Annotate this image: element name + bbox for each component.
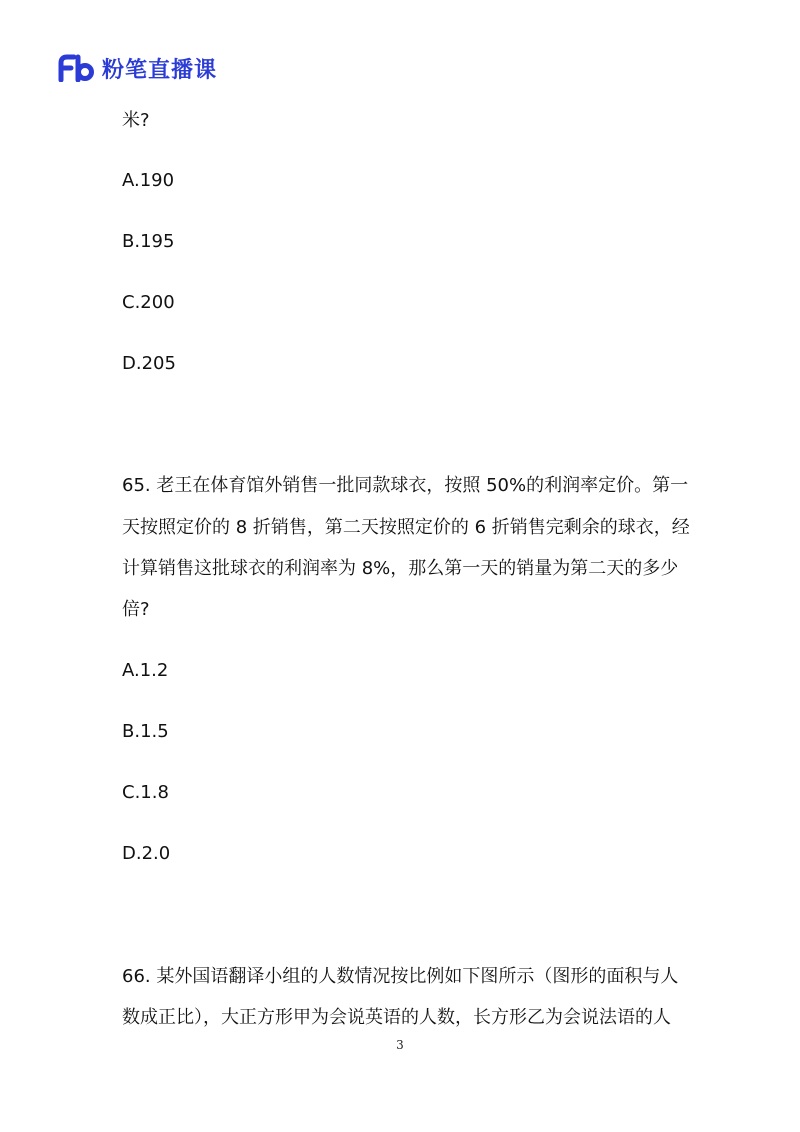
q65-option-d: D.2.0 xyxy=(122,843,171,864)
q64-option-a: A.190 xyxy=(122,170,175,191)
question-66-line-2: 数成正比），大正方形甲为会说英语的人数，长方形乙为会说法语的人 xyxy=(122,1007,671,1028)
question-64-tail: 米? xyxy=(122,110,150,131)
brand-name: 粉笔直播课 xyxy=(102,57,218,83)
brand-logo xyxy=(58,52,217,84)
q65-option-c: C.1.8 xyxy=(122,782,169,803)
fb-logo-icon xyxy=(58,54,94,82)
page-number: 3 xyxy=(396,1038,404,1052)
question-65-line-1: 65. 老王在体育馆外销售一批同款球衣，按照 50%的利润率定价。第一 xyxy=(122,475,689,496)
question-65-line-4: 倍? xyxy=(122,599,150,620)
question-66-line-1: 66. 某外国语翻译小组的人数情况按比例如下图所示（图形的面积与人 xyxy=(122,966,679,987)
question-65-line-2: 天按照定价的 8 折销售，第二天按照定价的 6 折销售完剩余的球衣，经 xyxy=(122,517,690,538)
q64-option-c: C.200 xyxy=(122,292,175,313)
q65-option-b: B.1.5 xyxy=(122,721,169,742)
question-65-line-3: 计算销售这批球衣的利润率为 8%，那么第一天的销量为第二天的多少 xyxy=(122,558,679,579)
q64-option-b: B.195 xyxy=(122,231,175,252)
q65-option-a: A.1.2 xyxy=(122,660,169,681)
q64-option-d: D.205 xyxy=(122,353,176,374)
